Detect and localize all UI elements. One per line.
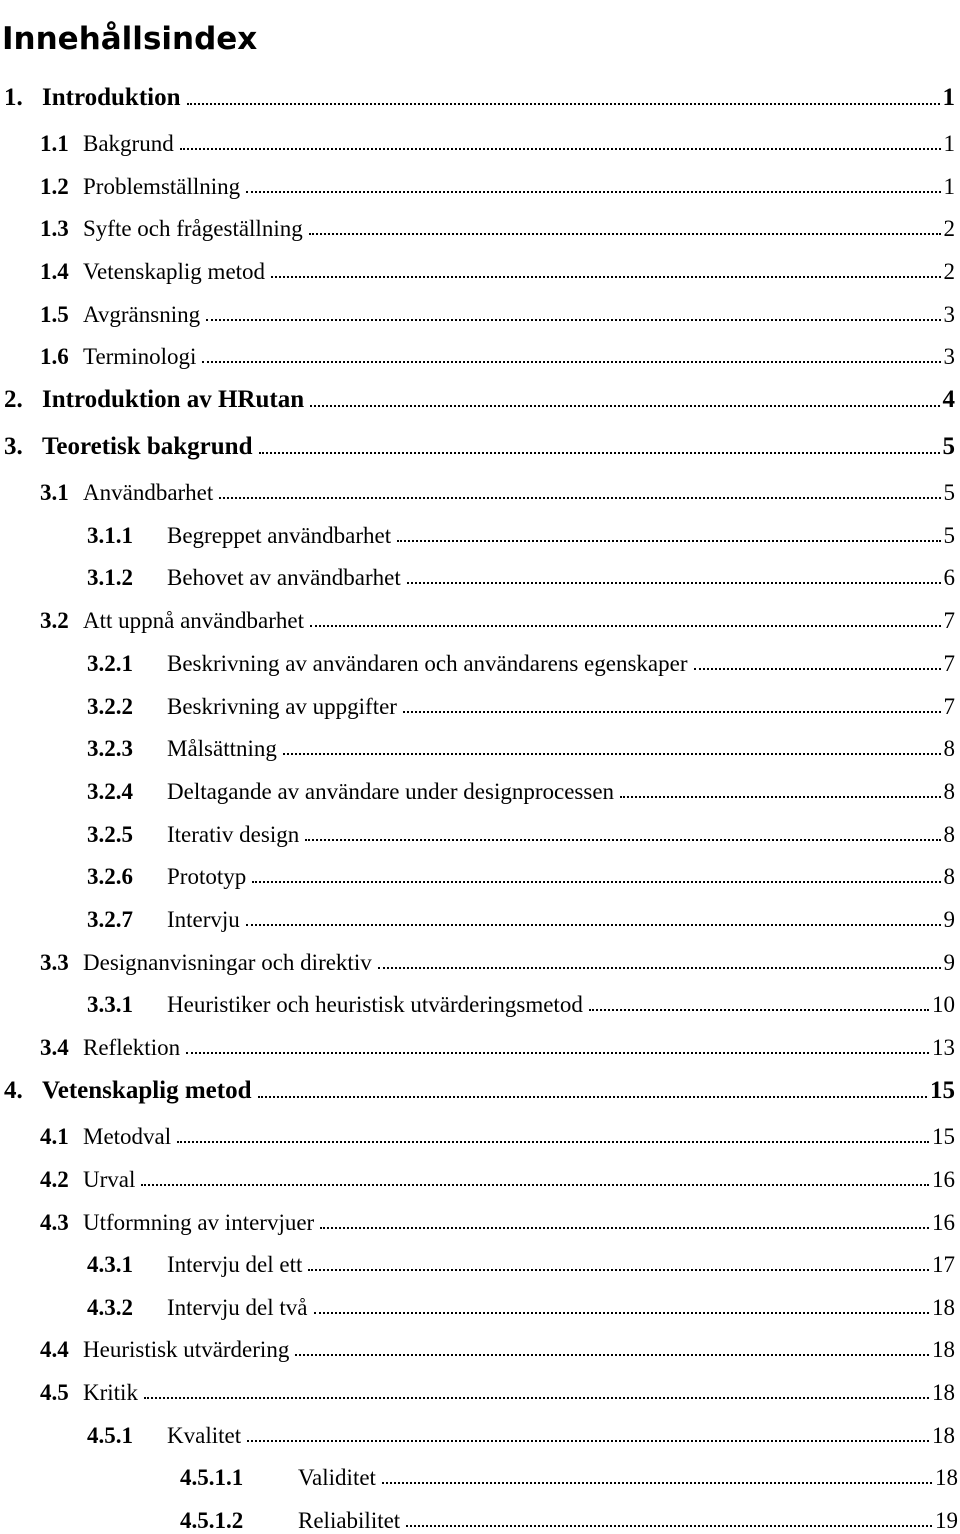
toc-entry-title: Intervju del två: [167, 1295, 308, 1320]
toc-entry[interactable]: [87, 1415, 955, 1449]
toc-entry-title: Heuristiker och heuristisk utvärderingsmetod: [167, 992, 583, 1017]
dot-leader: [309, 233, 941, 235]
toc-entry-title: Validitet: [298, 1465, 376, 1490]
toc-entry[interactable]: [87, 984, 955, 1018]
toc-entry-title: Deltagande av användare under designprocessen: [167, 779, 615, 804]
toc-entry-page-number: 8: [943, 864, 955, 889]
toc-entry[interactable]: [40, 942, 955, 976]
toc-entry[interactable]: [87, 643, 955, 677]
toc-entry[interactable]: [87, 899, 955, 933]
toc-entry-title: Beskrivning av uppgifter: [167, 694, 397, 719]
toc-entry-number: 4.2: [40, 1167, 69, 1192]
toc-entry[interactable]: [87, 771, 955, 805]
toc-entry-number: 4.5.1: [87, 1423, 133, 1448]
toc-entry-number: 4.1: [40, 1124, 69, 1149]
dot-leader: [258, 1096, 927, 1098]
toc-entry-number: 2.: [4, 386, 23, 413]
dot-leader: [310, 405, 939, 407]
toc-entry-page-number: 18: [932, 1337, 955, 1362]
toc-entry-page-number: 7: [943, 651, 955, 676]
dot-leader: [246, 191, 940, 193]
toc-entry-number: 4.4: [40, 1337, 69, 1362]
dot-leader: [310, 625, 941, 627]
toc-entry-number: 3.2.4: [87, 779, 133, 804]
toc-entry[interactable]: [180, 1500, 958, 1534]
toc-entry[interactable]: [40, 1372, 955, 1406]
dot-leader: [246, 924, 941, 926]
toc-entry[interactable]: [87, 728, 955, 762]
toc-entry-page-number: 2: [943, 259, 955, 284]
toc-entry-title: Terminologi: [83, 344, 197, 369]
toc-entry-number: 3.2.7: [87, 907, 133, 932]
dot-leader: [252, 881, 940, 883]
toc-entry-page-number: 3: [943, 344, 955, 369]
toc-entry-title: Introduktion: [42, 84, 181, 111]
dot-leader: [295, 1354, 929, 1356]
toc-entry-title: Utformning av intervjuer: [83, 1210, 315, 1235]
toc-entry-page-number: 5: [943, 480, 955, 505]
toc-entry-page-number: 1: [943, 131, 955, 156]
toc-entry-number: 3.: [4, 433, 23, 460]
toc-entry-page-number: 5: [943, 523, 955, 548]
toc-entry-page-number: 8: [943, 822, 955, 847]
dot-leader: [206, 319, 940, 321]
toc-entry-page-number: 15: [932, 1124, 955, 1149]
toc-entry[interactable]: [87, 1287, 955, 1321]
toc-entry-title: Metodval: [83, 1124, 172, 1149]
toc-entry[interactable]: [87, 856, 955, 890]
dot-leader: [219, 497, 940, 499]
toc-entry[interactable]: [87, 515, 955, 549]
toc-entry-page-number: 3: [943, 302, 955, 327]
toc-entry-page-number: 19: [935, 1508, 958, 1533]
toc-entry-page-number: 9: [943, 950, 955, 975]
toc-entry-title: Vetenskaplig metod: [83, 259, 266, 284]
toc-entry-page-number: 16: [932, 1167, 955, 1192]
toc-entry[interactable]: [40, 472, 955, 506]
toc-entry[interactable]: [40, 1027, 955, 1061]
toc-entry-title: Urval: [83, 1167, 136, 1192]
dot-leader: [694, 668, 941, 670]
toc-entry[interactable]: [87, 814, 955, 848]
dot-leader: [305, 839, 940, 841]
toc-entry[interactable]: [4, 427, 955, 461]
toc-entry[interactable]: [4, 78, 955, 112]
toc-entry-title: Problemställning: [83, 174, 241, 199]
toc-entry[interactable]: [40, 1202, 955, 1236]
toc-entry-title: Att uppnå användbarhet: [83, 608, 304, 633]
toc-entry-number: 3.2.1: [87, 651, 133, 676]
toc-entry-page-number: 18: [932, 1423, 955, 1448]
toc-entry[interactable]: [40, 166, 955, 200]
toc-entry-page-number: 7: [943, 694, 955, 719]
toc-entry-number: 1.: [4, 84, 23, 111]
toc-entry-title: Begreppet användbarhet: [167, 523, 392, 548]
toc-entry-title: Vetenskaplig metod: [42, 1077, 252, 1104]
toc-entry-number: 1.3: [40, 216, 69, 241]
toc-entry-title: Introduktion av HRutan: [42, 386, 305, 413]
toc-entry[interactable]: [40, 336, 955, 370]
dot-leader: [308, 1269, 929, 1271]
toc-entry-page-number: 10: [932, 992, 955, 1017]
toc-entry[interactable]: [40, 123, 955, 157]
toc-entry[interactable]: [4, 380, 955, 414]
dot-leader: [177, 1141, 929, 1143]
toc-entry-number: 3.1.2: [87, 565, 133, 590]
toc-entry[interactable]: [180, 1457, 958, 1491]
toc-entry-number: 1.4: [40, 259, 69, 284]
toc-entry[interactable]: [40, 294, 955, 328]
dot-leader: [403, 711, 941, 713]
toc-entry[interactable]: [40, 1329, 955, 1363]
toc-entry-number: 1.1: [40, 131, 69, 156]
toc-entry-title: Kritik: [83, 1380, 138, 1405]
toc-entry-title: Prototyp: [167, 864, 247, 889]
toc-entry[interactable]: [4, 1071, 955, 1105]
toc-entry-number: 1.6: [40, 344, 69, 369]
toc-entry-number: 4.5.1.1: [180, 1465, 244, 1490]
toc-entry-title: Användbarhet: [83, 480, 214, 505]
toc-entry-title: Syfte och frågeställning: [83, 216, 303, 241]
toc-entry-title: Reflektion: [83, 1035, 181, 1060]
toc-entry-title: Heuristisk utvärdering: [83, 1337, 290, 1362]
toc-entry-page-number: 18: [935, 1465, 958, 1490]
toc-entry[interactable]: [87, 557, 955, 591]
toc-entry-page-number: 17: [932, 1252, 955, 1277]
toc-entry-title: Intervju del ett: [167, 1252, 303, 1277]
dot-leader: [397, 540, 940, 542]
toc-entry-page-number: 1: [942, 84, 955, 111]
dot-leader: [259, 452, 940, 454]
dot-leader: [314, 1312, 929, 1314]
toc-entry-title: Teoretisk bakgrund: [42, 433, 253, 460]
dot-leader: [589, 1009, 929, 1011]
dot-leader: [320, 1227, 929, 1229]
page-title: Innehållsindex: [2, 20, 258, 57]
toc-entry[interactable]: [40, 208, 955, 242]
toc-entry-page-number: 4: [942, 386, 955, 413]
toc-entry-page-number: 8: [943, 736, 955, 761]
toc-entry-title: Iterativ design: [167, 822, 300, 847]
toc-entry-page-number: 8: [943, 779, 955, 804]
toc-entry-title: Intervju: [167, 907, 240, 932]
toc-entry-number: 4.3.1: [87, 1252, 133, 1277]
toc-entry-number: 4.5: [40, 1380, 69, 1405]
toc-entry-page-number: 1: [943, 174, 955, 199]
toc-entry[interactable]: [87, 686, 955, 720]
toc-entry-number: 3.3: [40, 950, 69, 975]
toc-entry-page-number: 2: [943, 216, 955, 241]
toc-entry-number: 3.3.1: [87, 992, 133, 1017]
toc-entry-number: 1.2: [40, 174, 69, 199]
toc-entry-number: 3.4: [40, 1035, 69, 1060]
dot-leader: [283, 753, 941, 755]
toc-entry-number: 3.2.3: [87, 736, 133, 761]
toc-entry-page-number: 15: [930, 1077, 955, 1104]
toc-entry-title: Målsättning: [167, 736, 277, 761]
toc-entry-page-number: 5: [942, 433, 955, 460]
toc-entry[interactable]: [40, 1116, 955, 1150]
toc-entry-page-number: 13: [932, 1035, 955, 1060]
toc-entry-page-number: 7: [943, 608, 955, 633]
dot-leader: [378, 967, 941, 969]
dot-leader: [202, 361, 940, 363]
dot-leader: [144, 1397, 929, 1399]
toc-entry[interactable]: [40, 600, 955, 634]
toc-entry-number: 3.2.6: [87, 864, 133, 889]
toc-entry-number: 4.3: [40, 1210, 69, 1235]
toc-entry-page-number: 18: [932, 1295, 955, 1320]
toc-entry-number: 3.2: [40, 608, 69, 633]
toc-entry-title: Designanvisningar och direktiv: [83, 950, 372, 975]
toc-entry-number: 3.2.2: [87, 694, 133, 719]
dot-leader: [180, 148, 941, 150]
toc-entry-number: 3.1.1: [87, 523, 133, 548]
toc-entry-number: 3.2.5: [87, 822, 133, 847]
dot-leader: [141, 1184, 929, 1186]
toc-entry-number: 3.1: [40, 480, 69, 505]
toc-entry-title: Reliabilitet: [298, 1508, 401, 1533]
toc-entry[interactable]: [40, 251, 955, 285]
toc-entry-title: Kvalitet: [167, 1423, 242, 1448]
dot-leader: [382, 1482, 932, 1484]
dot-leader: [186, 1052, 929, 1054]
toc-entry-page-number: 16: [932, 1210, 955, 1235]
dot-leader: [247, 1440, 929, 1442]
dot-leader: [620, 796, 940, 798]
toc-entry-title: Avgränsning: [83, 302, 201, 327]
toc-entry-number: 1.5: [40, 302, 69, 327]
toc-entry-number: 4.3.2: [87, 1295, 133, 1320]
toc-entry-page-number: 9: [943, 907, 955, 932]
dot-leader: [187, 103, 940, 105]
dot-leader: [271, 276, 940, 278]
toc-entry-title: Behovet av användbarhet: [167, 565, 401, 590]
toc-entry[interactable]: [87, 1244, 955, 1278]
toc-entry-title: Bakgrund: [83, 131, 174, 156]
toc-entry-page-number: 18: [932, 1380, 955, 1405]
toc-entry-page-number: 6: [943, 565, 955, 590]
toc-entry-title: Beskrivning av användaren och användarens egenskaper: [167, 651, 688, 676]
dot-leader: [407, 582, 941, 584]
toc-entry-number: 4.5.1.2: [180, 1508, 244, 1533]
toc-entry-number: 4.: [4, 1077, 23, 1104]
toc-entry[interactable]: [40, 1159, 955, 1193]
